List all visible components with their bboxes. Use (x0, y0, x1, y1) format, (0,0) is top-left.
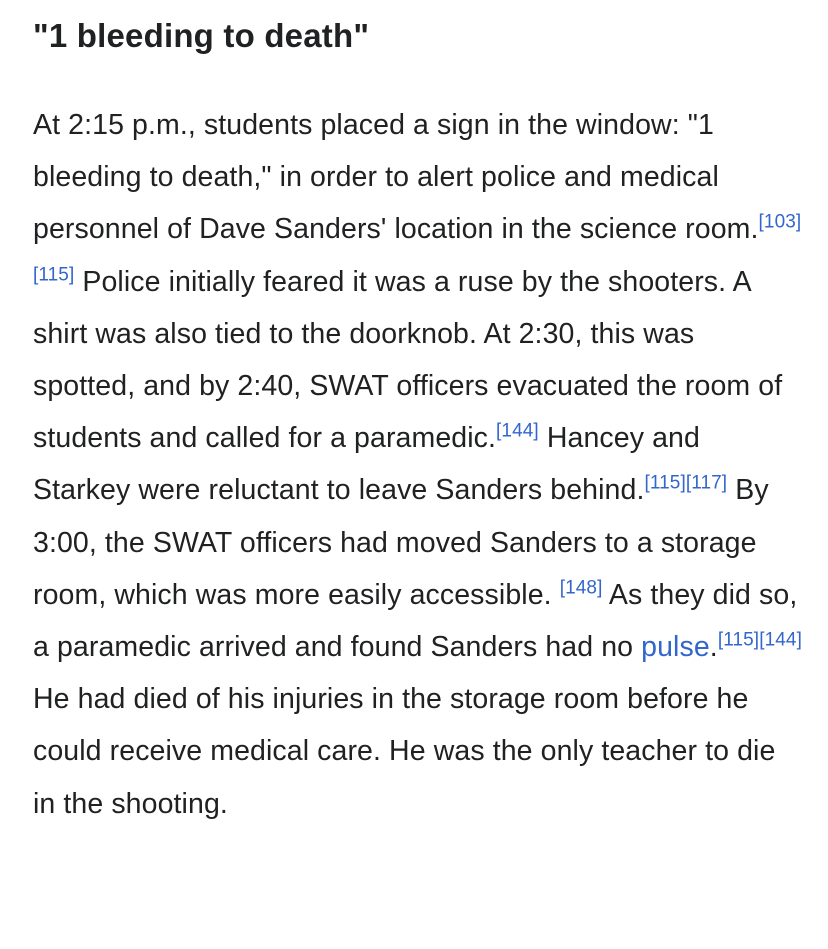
pulse-link[interactable]: pulse (641, 631, 710, 664)
citation-link-144[interactable]: [144] (759, 629, 802, 651)
citation-link-115[interactable]: [115] (33, 264, 75, 286)
paragraph-text: Hancey and Starkey were reluctant to leave Sanders behind. (33, 422, 700, 507)
citation-link-148[interactable]: [148] (559, 577, 603, 599)
citation-link-144[interactable]: [144] (496, 420, 539, 442)
section-paragraph (33, 99, 803, 830)
citation-link-103[interactable]: [103] (758, 211, 802, 233)
article-section (33, 0, 803, 830)
section-heading: "1 bleeding to death" (33, 17, 370, 54)
paragraph-text: As they did so, a paramedic arrived and found Sanders had no (33, 578, 798, 664)
citation-link-115[interactable]: [115] (644, 472, 686, 494)
citation-link-117[interactable]: [117] (685, 472, 728, 494)
citation-link-115[interactable]: [115] (717, 629, 760, 651)
paragraph-text: . (709, 631, 718, 664)
paragraph-text: By 3:00, the SWAT officers had moved Sanders to a storage room, which was more easily accessible. (33, 474, 769, 611)
paragraph-text: He had died of his injuries in the storage room before he could receive medical care. He was the only teacher to die in the shooting. (33, 683, 776, 820)
paragraph-text: Police initially feared it was a ruse by the shooters. A shirt was also tied to the doorknob. At 2:30, this was spotted, and by 2:40, SWAT officers evacuated the room of students and called for a paramedic. (33, 265, 783, 455)
paragraph-text: At 2:15 p.m., students placed a sign in the window: "1 bleeding to death," in order to alert police and medical personnel of Dave Sanders' location in the science room. (33, 109, 759, 246)
